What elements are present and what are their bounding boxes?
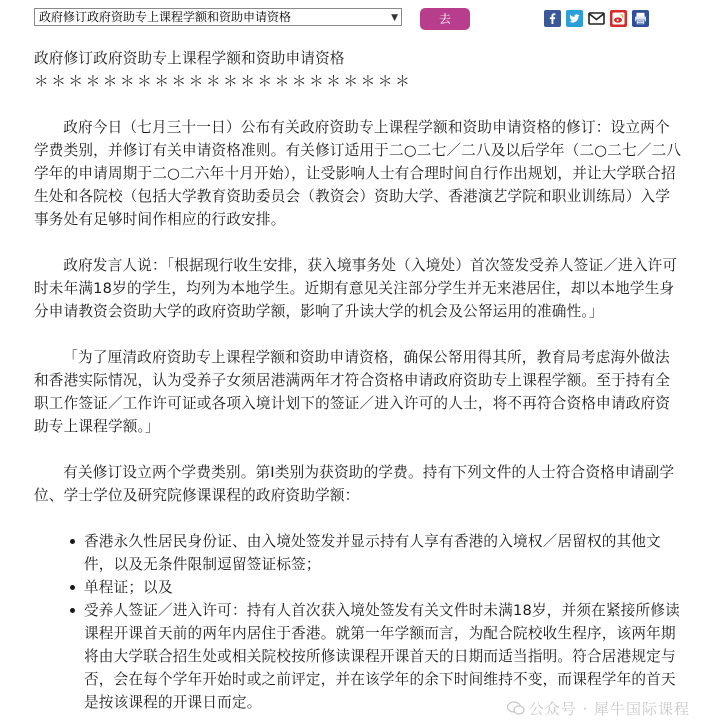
weibo-icon[interactable]	[610, 10, 627, 27]
print-icon[interactable]	[632, 10, 649, 27]
title-divider: ＊＊＊＊＊＊＊＊＊＊＊＊＊＊＊＊＊＊＊＊＊＊	[34, 73, 413, 90]
article-title: 政府修订政府资助专上课程学额和资助申请资格	[34, 50, 345, 67]
watermark	[507, 698, 690, 719]
article-body	[34, 47, 684, 714]
go-button[interactable]: 去	[420, 8, 470, 30]
email-icon[interactable]	[588, 10, 605, 27]
paragraph: 有关修订设立两个学费类别。第I类别为获资助的学费。持有下列文件的人士符合资格申请副学位、学士学位及研究院修课课程的政府资助学额：	[34, 464, 675, 504]
list-item: 受养人签证／进入许可：持有人首次获入境处签发有关文件时未满18岁，并须在紧接所修读课程开课首天前的两年内居住于香港。就第一年学额而言，为配合院校收生程序，该两年期将由大学联合招生处或相关院校按所修读课程开课首天的日期而适当指明。符合居港规定与否，会在每个学年开始时或之前评定，并在该学年的余下时间维持不变，而课程学年的首天是按该课程的开课日而定。	[84, 599, 684, 714]
twitter-icon[interactable]	[566, 10, 583, 27]
paragraph: 「为了厘清政府资助专上课程学额和资助申请资格，确保公帑用得其所，教育局考虑海外做法和香港实际情况，认为受养子女须居港满两年才符合资格申请政府资助专上课程学额。至于持有全职工作签证／工作许可证或各项入境计划下的签证／进入许可的人士，将不再符合资格申请政府资助专上课程学额。」	[34, 349, 671, 435]
chevron-down-icon: ▼	[391, 13, 398, 23]
wechat-icon	[507, 701, 525, 715]
eligibility-list	[34, 530, 684, 714]
facebook-icon[interactable]	[544, 10, 561, 27]
watermark-text: 公众号 · 犀牛国际课程	[528, 700, 690, 718]
list-item: 香港永久性居民身份证、由入境处签发并显示持有人享有香港的入境权／居留权的其他文件，以及无条件限制逗留签证标签；	[84, 530, 684, 576]
list-item: 单程证；以及	[84, 576, 684, 599]
article-select-value: 政府修订政府资助专上课程学额和资助申请资格	[39, 10, 292, 24]
paragraph: 政府发言人说：「根据现行收生安排，获入境事务处（入境处）首次签发受养人签证／进入许可时未年满18岁的学生，均列为本地学生。近期有意见关注部分学生并无来港居住，却以本地学生身分申请教资会资助大学的政府资助学额，影响了升读大学的机会及公帑运用的准确性。」	[34, 257, 678, 320]
article-select[interactable]	[34, 8, 402, 26]
top-toolbar	[34, 8, 654, 32]
paragraph: 政府今日（七月三十一日）公布有关政府资助专上课程学额和资助申请资格的修订：设立两个学费类别，并修订有关申请资格准则。有关修订适用于二○二七／二八及以后学年（二○二七／二八学年的申请周期于二○二六年十月开始），让受影响人士有合理时间自行作出规划，并让大学联合招生处和各院校（包括大学教育资助委员会（教资会）资助大学、香港演艺学院和职业训练局）入学事务处有足够时间作相应的行政安排。	[34, 119, 682, 228]
